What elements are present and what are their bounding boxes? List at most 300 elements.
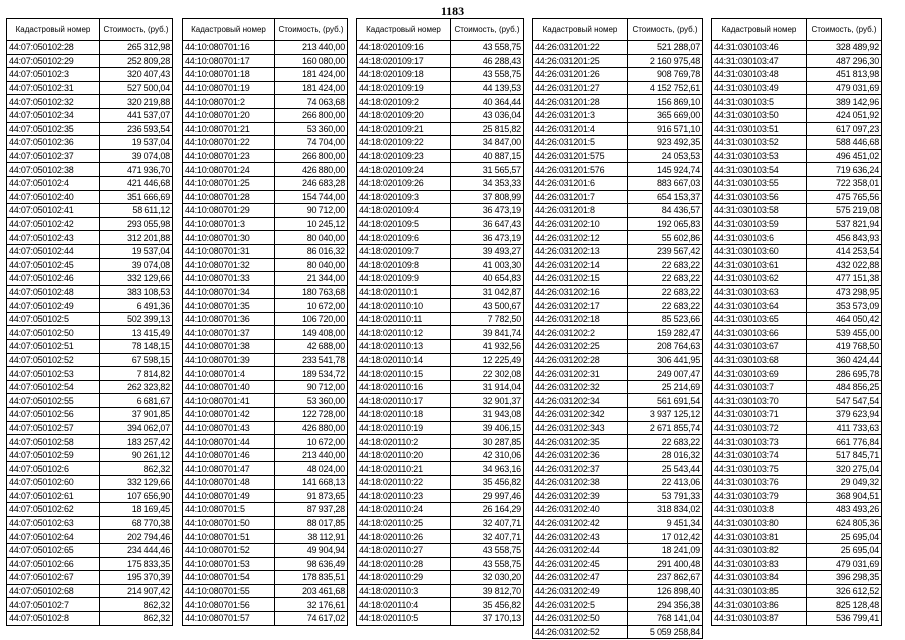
cost-cell: 67 598,15 [100,353,173,367]
cadastral-number-cell: 44:07:050102:3 [7,68,100,82]
table-row [357,503,524,517]
table-row [712,408,882,422]
table-row [7,176,173,190]
table-row [7,285,173,299]
cost-cell: 320 219,88 [100,95,173,109]
cost-cell: 203 461,68 [275,584,348,598]
table-row [7,421,173,435]
cadastral-number-cell: 44:26:031202:343 [533,421,628,435]
cost-cell: 29 049,32 [807,476,882,490]
cost-cell: 862,32 [100,611,173,625]
cost-cell: 22 683,22 [628,435,703,449]
table-row [7,231,173,245]
cadastral-number-cell: 44:10:080701:48 [183,476,275,490]
table-row [183,380,348,394]
table-row [533,462,703,476]
cost-cell: 208 764,63 [628,340,703,354]
cost-cell: 156 869,10 [628,95,703,109]
cadastral-number-cell: 44:26:031201:27 [533,81,628,95]
cost-cell: 141 668,13 [275,476,348,490]
cadastral-number-cell: 44:18:020109:21 [357,122,451,136]
cost-cell: 36 647,43 [451,217,524,231]
table-row [7,367,173,381]
cost-cell: 19 537,04 [100,136,173,150]
cost-cell: 180 763,68 [275,285,348,299]
cadastral-number-cell: 44:07:050102:66 [7,557,100,571]
table-row [7,557,173,571]
cost-cell: 233 541,78 [275,353,348,367]
cadastral-number-cell: 44:26:031202:14 [533,258,628,272]
cost-cell: 7 814,82 [100,367,173,381]
table-row [183,530,348,544]
table-row [533,380,703,394]
cadastral-number-cell: 44:10:080701:43 [183,421,275,435]
table-row [357,408,524,422]
cost-cell: 368 904,51 [807,489,882,503]
cadastral-number-cell: 44:10:080701:53 [183,557,275,571]
header-row [533,19,703,41]
cadastral-number-cell: 44:18:020110:26 [357,530,451,544]
cost-cell: 883 667,03 [628,176,703,190]
cost-cell: 181 424,00 [275,81,348,95]
table-row [7,530,173,544]
cost-cell: 126 898,40 [628,584,703,598]
cost-cell: 353 573,09 [807,299,882,313]
cost-cell: 328 489,92 [807,41,882,55]
table-row [183,489,348,503]
cost-cell: 456 843,93 [807,231,882,245]
cost-cell: 41 003,30 [451,258,524,272]
cost-cell: 24 053,53 [628,149,703,163]
cost-cell: 34 963,16 [451,462,524,476]
cadastral-number-cell: 44:26:031202:5 [533,598,628,612]
table-row [183,462,348,476]
cadastral-number-cell: 44:18:020110:1 [357,285,451,299]
table-row [533,435,703,449]
cadastral-number-cell: 44:07:050102:65 [7,543,100,557]
cost-cell: 181 424,00 [275,68,348,82]
table-row [357,136,524,150]
table-row [183,244,348,258]
table-row [357,340,524,354]
table-row [533,611,703,625]
cadastral-number-cell: 44:26:031202:15 [533,272,628,286]
cadastral-number-cell: 44:10:080701:31 [183,244,275,258]
cost-cell: 22 413,06 [628,476,703,490]
cadastral-number-cell: 44:31:030103:49 [712,81,807,95]
cost-cell: 213 440,00 [275,448,348,462]
table-row [533,421,703,435]
cadastral-number-cell: 44:26:031202:38 [533,476,628,490]
cadastral-number-cell: 44:10:080701:18 [183,68,275,82]
table-row [533,41,703,55]
table-row [183,163,348,177]
cadastral-number-cell: 44:26:031202:43 [533,530,628,544]
cadastral-number-cell: 44:31:030103:75 [712,462,807,476]
cadastral-number-cell: 44:10:080701:21 [183,122,275,136]
cost-cell: 25 815,82 [451,122,524,136]
cadastral-number-cell: 44:07:050102:67 [7,571,100,585]
cadastral-number-cell: 44:26:031201:5 [533,136,628,150]
cost-cell: 266 800,00 [275,149,348,163]
table-row [712,421,882,435]
cost-cell: 825 128,48 [807,598,882,612]
cost-cell: 192 065,83 [628,217,703,231]
cadastral-number-cell: 44:18:020109:16 [357,41,451,55]
table-row [357,68,524,82]
cadastral-number-cell: 44:18:020109:4 [357,204,451,218]
cost-cell: 40 887,15 [451,149,524,163]
table-row [712,299,882,313]
table-row [712,312,882,326]
header-row [7,19,173,41]
cadastral-number-cell: 44:18:020110:12 [357,326,451,340]
table-row [357,95,524,109]
table-row [7,68,173,82]
table-row [533,204,703,218]
table-row [712,489,882,503]
cadastral-number-cell: 44:18:020110:22 [357,476,451,490]
cadastral-number-cell: 44:18:020109:8 [357,258,451,272]
cadastral-table-3 [356,18,524,626]
cost-cell: 34 353,33 [451,176,524,190]
table-row [7,217,173,231]
cost-cell: 768 141,04 [628,611,703,625]
cadastral-number-cell: 44:31:030103:59 [712,217,807,231]
cost-cell: 39 074,08 [100,258,173,272]
cost-cell: 286 695,78 [807,367,882,381]
cost-cell: 265 312,98 [100,41,173,55]
cost-cell: 37 901,85 [100,408,173,422]
cost-cell: 360 424,44 [807,353,882,367]
table-row [357,41,524,55]
cadastral-number-cell: 44:31:030103:70 [712,394,807,408]
cadastral-number-cell: 44:26:031202:42 [533,516,628,530]
cadastral-number-cell: 44:18:020109:22 [357,136,451,150]
cost-cell: 661 776,84 [807,435,882,449]
table-row [533,571,703,585]
cadastral-number-cell: 44:31:030103:55 [712,176,807,190]
cost-cell: 17 012,42 [628,530,703,544]
table-row [183,503,348,517]
table-row [357,54,524,68]
cadastral-number-cell: 44:07:050102:53 [7,367,100,381]
cadastral-number-cell: 44:26:031202:37 [533,462,628,476]
cadastral-number-cell: 44:10:080701:17 [183,54,275,68]
table-row [533,326,703,340]
table-row [712,448,882,462]
cadastral-number-cell: 44:18:020110:19 [357,421,451,435]
table-row [183,272,348,286]
cost-cell: 34 847,00 [451,136,524,150]
cost-cell: 26 164,29 [451,503,524,517]
table-row [712,503,882,517]
cost-cell: 183 257,42 [100,435,173,449]
table-row [533,625,703,639]
cadastral-number-cell: 44:26:031202:36 [533,448,628,462]
cost-cell: 35 456,82 [451,476,524,490]
table-row [357,367,524,381]
table-row [357,204,524,218]
table-row [533,149,703,163]
cost-cell: 98 636,49 [275,557,348,571]
cadastral-number-cell: 44:07:050102:43 [7,231,100,245]
table-row [533,285,703,299]
cadastral-number-cell: 44:10:080701:29 [183,204,275,218]
cost-cell: 19 537,04 [100,244,173,258]
cadastral-number-cell: 44:10:080701:20 [183,108,275,122]
cadastral-number-cell: 44:26:031202:2 [533,326,628,340]
cadastral-number-cell: 44:31:030103:68 [712,353,807,367]
cadastral-number-cell: 44:07:050102:40 [7,190,100,204]
cadastral-number-cell: 44:18:020110:23 [357,489,451,503]
cadastral-number-cell: 44:07:050102:32 [7,95,100,109]
table-row [357,584,524,598]
cadastral-number-cell: 44:31:030103:65 [712,312,807,326]
cost-cell: 91 873,65 [275,489,348,503]
cadastral-number-cell: 44:18:020110:29 [357,571,451,585]
cadastral-number-cell: 44:10:080701:54 [183,571,275,585]
table-row [357,163,524,177]
cost-cell: 5 059 258,84 [628,625,703,639]
table-row [357,326,524,340]
cost-cell: 214 907,42 [100,584,173,598]
cadastral-number-cell: 44:31:030103:53 [712,149,807,163]
cadastral-number-cell: 44:18:020110:10 [357,299,451,313]
table-row [712,598,882,612]
cadastral-number-cell: 44:18:020109:17 [357,54,451,68]
cost-cell: 13 415,49 [100,326,173,340]
cost-cell: 916 571,10 [628,122,703,136]
cost-cell: 923 492,35 [628,136,703,150]
header-cadastral-number: Кадастровый номер [712,19,807,41]
header-cost: Стоимость, (руб.) [807,19,882,41]
cadastral-number-cell: 44:31:030103:54 [712,163,807,177]
cost-cell: 149 408,00 [275,326,348,340]
table-row [712,380,882,394]
cost-cell: 32 407,71 [451,516,524,530]
cost-cell: 539 455,00 [807,326,882,340]
table-row [712,530,882,544]
cadastral-number-cell: 44:26:031201:8 [533,204,628,218]
cost-cell: 90 712,00 [275,380,348,394]
cost-cell: 326 612,52 [807,584,882,598]
cadastral-number-cell: 44:31:030103:79 [712,489,807,503]
table-row [7,95,173,109]
cost-cell: 908 769,78 [628,68,703,82]
cadastral-number-cell: 44:10:080701:34 [183,285,275,299]
cost-cell: 487 296,30 [807,54,882,68]
cadastral-number-cell: 44:07:050102:57 [7,421,100,435]
cost-cell: 38 112,91 [275,530,348,544]
table-row [712,163,882,177]
header-cadastral-number: Кадастровый номер [533,19,628,41]
cadastral-number-cell: 44:31:030103:46 [712,41,807,55]
cost-cell: 18 241,09 [628,543,703,557]
table-row [183,258,348,272]
table-row [357,530,524,544]
table-row [533,108,703,122]
table-row [533,217,703,231]
cost-cell: 55 602,86 [628,231,703,245]
table-row [7,312,173,326]
cost-cell: 22 683,22 [628,272,703,286]
cadastral-number-cell: 44:26:031202:31 [533,367,628,381]
cost-cell: 43 036,04 [451,108,524,122]
cost-cell: 239 567,42 [628,244,703,258]
table-row [533,367,703,381]
cadastral-number-cell: 44:31:030103:74 [712,448,807,462]
cost-cell: 159 282,47 [628,326,703,340]
cadastral-number-cell: 44:18:020110:24 [357,503,451,517]
cadastral-number-cell: 44:10:080701:28 [183,190,275,204]
cost-cell: 88 017,85 [275,516,348,530]
cost-cell: 90 712,00 [275,204,348,218]
table-row [183,584,348,598]
cadastral-number-cell: 44:10:080701:38 [183,340,275,354]
table-row [712,584,882,598]
cost-cell: 318 834,02 [628,503,703,517]
cost-cell: 46 288,43 [451,54,524,68]
cost-cell: 28 016,32 [628,448,703,462]
cadastral-table-5 [711,18,882,626]
table-row [712,367,882,381]
cost-cell: 246 683,28 [275,176,348,190]
cadastral-number-cell: 44:18:020110:25 [357,516,451,530]
table-row [357,543,524,557]
table-row [357,462,524,476]
cadastral-number-cell: 44:31:030103:67 [712,340,807,354]
cadastral-number-cell: 44:31:030103:85 [712,584,807,598]
cadastral-number-cell: 44:26:031201:4 [533,122,628,136]
table-row [533,543,703,557]
table-row [357,272,524,286]
cost-cell: 43 558,75 [451,41,524,55]
cost-cell: 365 669,00 [628,108,703,122]
table-row [712,176,882,190]
table-row [183,340,348,354]
cost-cell: 78 148,15 [100,340,173,354]
table-row [7,543,173,557]
cadastral-number-cell: 44:18:020110:15 [357,367,451,381]
cost-cell: 722 358,01 [807,176,882,190]
cost-cell: 36 473,19 [451,204,524,218]
cost-cell: 411 733,63 [807,421,882,435]
table-row [7,394,173,408]
table-row [357,81,524,95]
cadastral-number-cell: 44:26:031201:26 [533,68,628,82]
cost-cell: 862,32 [100,462,173,476]
cost-cell: 588 446,68 [807,136,882,150]
table-row [357,394,524,408]
table-row [183,285,348,299]
table-row [183,122,348,136]
cost-cell: 18 169,45 [100,503,173,517]
table-row [712,272,882,286]
cost-cell: 496 451,02 [807,149,882,163]
cost-cell: 389 142,96 [807,95,882,109]
table-row [7,462,173,476]
cadastral-table-4 [532,18,703,639]
table-row [7,41,173,55]
table-row [712,611,882,625]
header-row [712,19,882,41]
table-row [533,163,703,177]
cadastral-table-2 [182,18,348,626]
cost-cell: 39 841,74 [451,326,524,340]
table-row [712,108,882,122]
cost-cell: 294 356,38 [628,598,703,612]
table-row [357,312,524,326]
cadastral-number-cell: 44:31:030103:51 [712,122,807,136]
cost-cell: 332 129,66 [100,272,173,286]
table-row [712,340,882,354]
cadastral-number-cell: 44:10:080701:42 [183,408,275,422]
cost-cell: 21 344,00 [275,272,348,286]
cadastral-number-cell: 44:10:080701:56 [183,598,275,612]
cadastral-number-cell: 44:26:031201:6 [533,176,628,190]
cadastral-number-cell: 44:31:030103:86 [712,598,807,612]
table-row [712,244,882,258]
cost-cell: 39 406,15 [451,421,524,435]
cadastral-number-cell: 44:31:030103:48 [712,68,807,82]
cost-cell: 32 176,61 [275,598,348,612]
cadastral-number-cell: 44:18:020110:28 [357,557,451,571]
table-row [7,204,173,218]
cost-cell: 291 400,48 [628,557,703,571]
cadastral-number-cell: 44:10:080701:24 [183,163,275,177]
table-row [533,122,703,136]
cadastral-number-cell: 44:31:030103:62 [712,272,807,286]
cadastral-number-cell: 44:18:020109:9 [357,272,451,286]
cost-cell: 37 170,13 [451,611,524,625]
table-row [183,204,348,218]
table-row [357,299,524,313]
cadastral-number-cell: 44:26:031201:575 [533,149,628,163]
table-row [183,299,348,313]
cadastral-number-cell: 44:18:020110:14 [357,353,451,367]
cost-cell: 86 016,32 [275,244,348,258]
cost-cell: 25 695,04 [807,530,882,544]
cadastral-number-cell: 44:07:050102:61 [7,489,100,503]
cadastral-number-cell: 44:07:050102:28 [7,41,100,55]
cadastral-number-cell: 44:10:080701:52 [183,543,275,557]
table-row [533,598,703,612]
cadastral-number-cell: 44:18:020109:19 [357,81,451,95]
cost-cell: 2 671 855,74 [628,421,703,435]
cadastral-number-cell: 44:31:030103:60 [712,244,807,258]
cost-cell: 6 491,36 [100,299,173,313]
table-row [712,149,882,163]
table-row [712,54,882,68]
table-row [357,571,524,585]
table-row [712,258,882,272]
table-row [533,136,703,150]
cadastral-number-cell: 44:10:080701:32 [183,258,275,272]
table-row [357,489,524,503]
table-row [183,611,348,625]
table-row [357,557,524,571]
table-row [7,611,173,625]
table-row [183,326,348,340]
cost-cell: 12 225,49 [451,353,524,367]
cost-cell: 441 537,07 [100,108,173,122]
table-row [183,367,348,381]
cadastral-number-cell: 44:07:050102:62 [7,503,100,517]
table-row [533,503,703,517]
table-row [183,543,348,557]
table-row [533,258,703,272]
